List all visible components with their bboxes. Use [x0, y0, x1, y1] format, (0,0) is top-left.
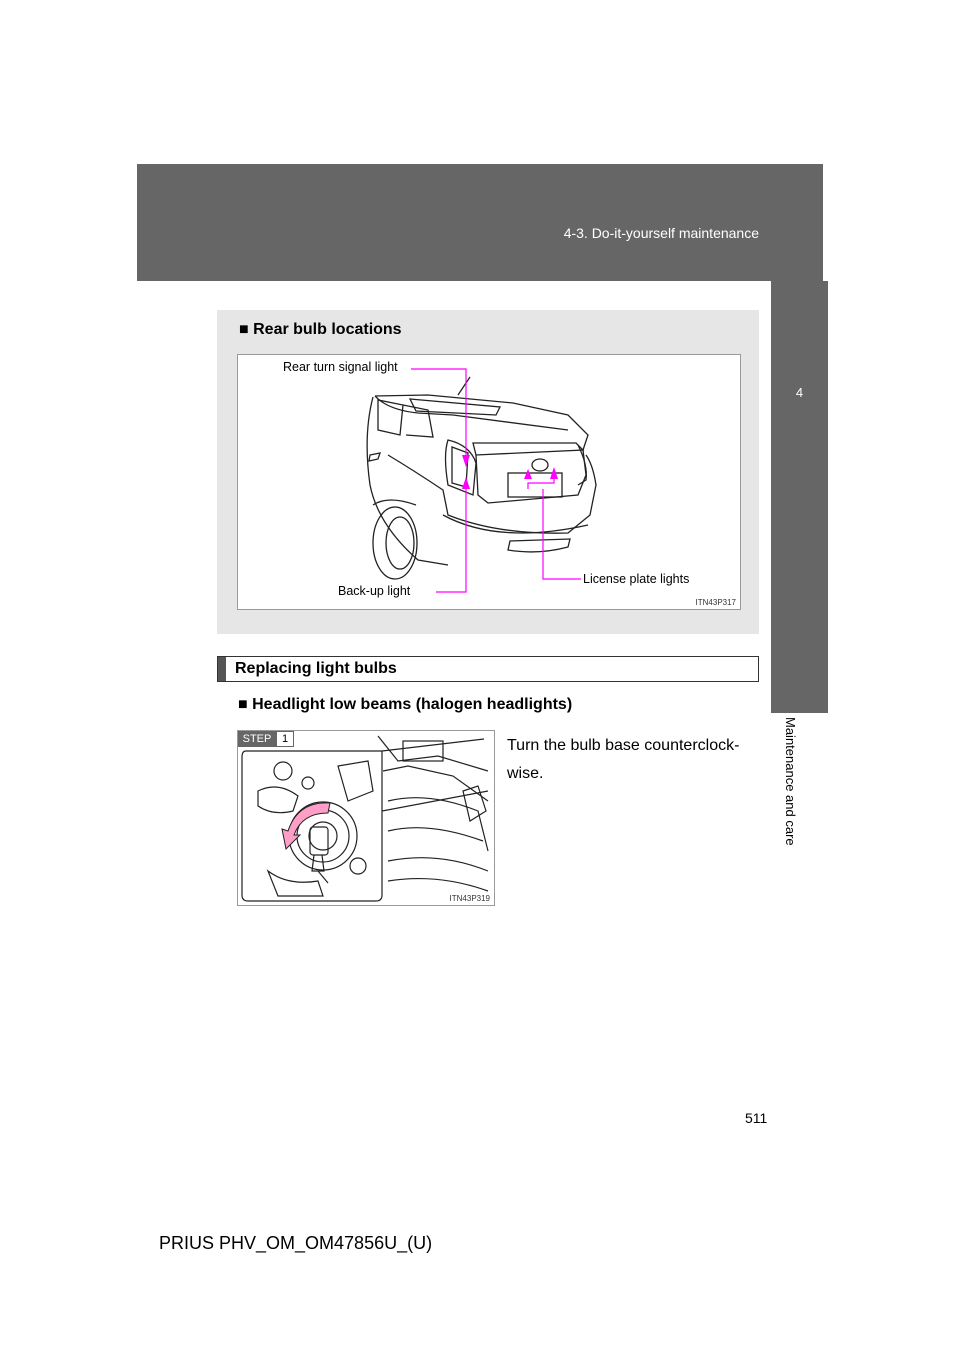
step-number: 1	[276, 731, 294, 747]
figure-code: ITN43P317	[695, 598, 736, 607]
page-number: 511	[745, 1110, 768, 1126]
step-instruction: Turn the bulb base counterclock-wise.	[507, 737, 740, 782]
step-label: STEP	[238, 731, 276, 747]
section-heading	[217, 656, 759, 682]
label-license-plate-lights: License plate lights	[583, 572, 690, 586]
subsection-heading: ■ Headlight low beams (halogen headlights)	[238, 696, 573, 713]
rear-bulb-locations-title: ■ Rear bulb locations	[239, 321, 402, 338]
section-heading-text: Replacing light bulbs	[235, 660, 397, 677]
rear-bulb-figure	[237, 354, 741, 610]
header-bar	[137, 164, 823, 281]
section-heading-bar	[218, 657, 226, 681]
chapter-section-title: 4-3. Do-it-yourself maintenance	[563, 225, 759, 241]
car-rear-illustration	[238, 355, 740, 609]
chapter-tab-label: Maintenance and care	[783, 717, 798, 846]
step-1-figure	[237, 730, 495, 906]
label-rear-turn-signal: Rear turn signal light	[283, 360, 398, 374]
chapter-number: 4	[795, 385, 804, 400]
label-back-up-light: Back-up light	[338, 584, 411, 598]
chapter-tab	[771, 281, 828, 713]
figure-code: ITN43P319	[449, 894, 490, 903]
headlight-bulb-illustration	[238, 731, 494, 905]
footer-doc-id: PRIUS PHV_OM_OM47856U_(U)	[159, 1233, 433, 1253]
rear-bulb-locations-box	[217, 310, 759, 634]
